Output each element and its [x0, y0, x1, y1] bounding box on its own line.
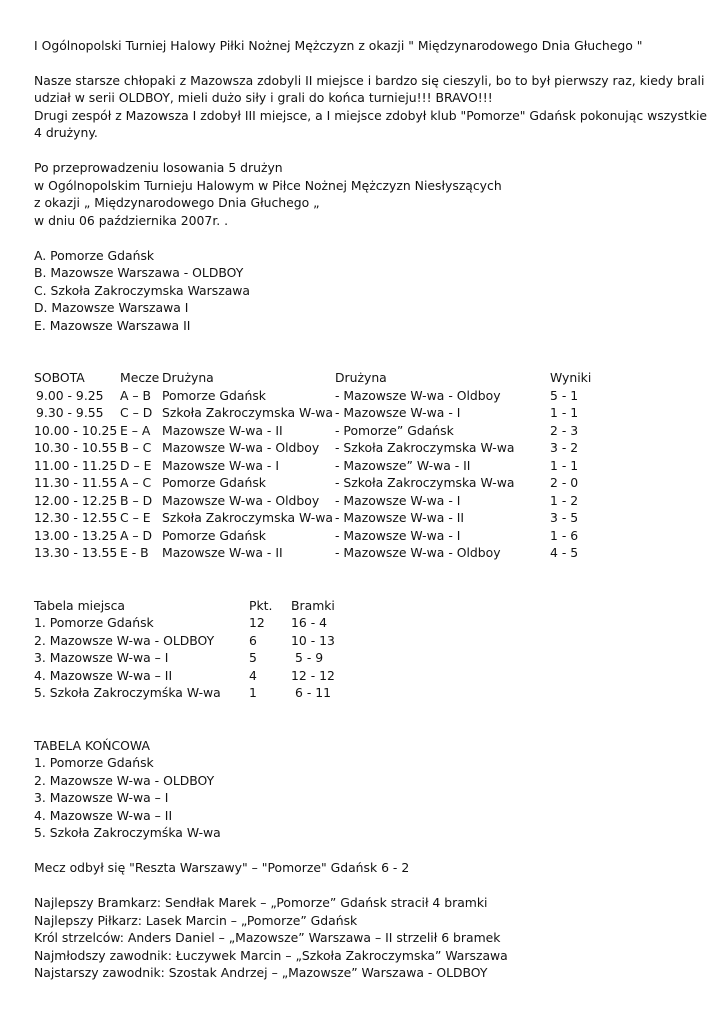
- team-item: A. Pomorze Gdańsk: [34, 247, 155, 263]
- match-team2: - Mazowsze” W-wa - II: [335, 457, 471, 473]
- match-pair: A – C: [120, 475, 152, 490]
- schedule-row: [34, 544, 694, 562]
- standings-header-goals: Bramki: [291, 597, 335, 613]
- standings-team: 4. Mazowsze W-wa – II: [34, 667, 173, 683]
- match-team1: Szkoła Zakroczymska W-wa: [162, 405, 334, 420]
- match-result: 3 - 2: [550, 440, 579, 455]
- team-item: C. Szkoła Zakroczymska Warszawa: [34, 282, 251, 298]
- draw-line: w Ogólnopolskim Turnieju Halowym w Piłce Nożnej Mężczyzn Niesłyszących: [34, 177, 502, 193]
- match-pair: B – D: [120, 492, 153, 508]
- standings-row: [34, 667, 694, 685]
- draw-line: z okazji „ Międzynarodowego Dnia Głuchego „: [34, 195, 320, 210]
- match-team2: - Mazowsze W-wa - Oldboy: [335, 387, 501, 403]
- standings-team: 1. Pomorze Gdańsk: [34, 615, 154, 630]
- schedule-header-matches: Mecze: [120, 370, 160, 385]
- match-team1: Mazowsze W-wa - II: [162, 422, 283, 438]
- standings-row: [34, 649, 694, 667]
- final-item: 2. Mazowsze W-wa - OLDBOY: [34, 772, 215, 788]
- awards-list: [34, 894, 694, 982]
- schedule-header-row: [34, 369, 694, 387]
- match-result: 2 - 3: [550, 422, 579, 438]
- match-time: 10.30 - 10.55: [34, 440, 118, 455]
- standings-points: 5: [249, 650, 257, 665]
- match-team1: Pomorze Gdańsk: [162, 475, 266, 490]
- standings-row: [34, 632, 694, 650]
- team-item: D. Mazowsze Warszawa I: [34, 300, 189, 315]
- draw-line: Po przeprowadzeniu losowania 5 drużyn: [34, 160, 283, 175]
- final-table-heading: TABELA KOŃCOWA: [34, 737, 150, 753]
- match-time: 12.30 - 12.55: [34, 510, 118, 525]
- match-result: 1 - 1: [550, 457, 579, 473]
- match-result: 4 - 5: [550, 545, 579, 560]
- match-pair: D – E: [120, 457, 152, 473]
- schedule-row: [34, 457, 694, 475]
- award-item: Najmłodszy zawodnik: Łuczywek Marcin – „Szkoła Zakroczymska” Warszawa: [34, 947, 508, 963]
- extra-match-line: Mecz odbył się "Reszta Warszawy" – "Pomorze" Gdańsk 6 - 2: [34, 860, 410, 875]
- match-team2: - Mazowsze W-wa - II: [335, 510, 465, 525]
- standings-row: [34, 684, 694, 702]
- match-result: 2 - 0: [550, 475, 579, 490]
- match-result: 3 - 5: [550, 510, 579, 525]
- match-result: 1 - 2: [550, 492, 579, 508]
- final-table: [34, 737, 694, 842]
- standings-row: [34, 614, 694, 632]
- match-team2: - Szkoła Zakroczymska W-wa: [335, 440, 515, 455]
- team-item: E. Mazowsze Warszawa II: [34, 317, 191, 333]
- match-pair: A – B: [120, 387, 152, 403]
- standings-team: 3. Mazowsze W-wa – I: [34, 650, 169, 665]
- match-team2: - Mazowsze W-wa - I: [335, 492, 461, 508]
- match-pair: E - B: [120, 545, 149, 560]
- standings-points: 6: [249, 632, 257, 648]
- intro-line: 4 drużyny.: [34, 125, 98, 140]
- match-result: 5 - 1: [550, 387, 579, 403]
- standings-goals: 5 - 9: [295, 650, 324, 665]
- schedule-row: [34, 527, 694, 545]
- standings-team: 5. Szkoła Zakroczymśka W-wa: [34, 685, 221, 700]
- match-time: 9.30 - 9.55: [36, 405, 104, 420]
- award-item: Najlepszy Bramkarz: Sendłak Marek – „Pomorze” Gdańsk stracił 4 bramki: [34, 895, 488, 910]
- match-team2: - Mazowsze W-wa - Oldboy: [335, 545, 501, 560]
- standings-points: 12: [249, 615, 265, 630]
- schedule-row: [34, 422, 694, 440]
- match-time: 10.00 - 10.25: [34, 422, 118, 438]
- teams-list: [34, 247, 694, 335]
- final-item: 1. Pomorze Gdańsk: [34, 755, 154, 770]
- match-time: 12.00 - 12.25: [34, 492, 118, 508]
- final-item: 5. Szkoła Zakroczymśka W-wa: [34, 825, 221, 840]
- final-item: 3. Mazowsze W-wa – I: [34, 790, 169, 805]
- document-title: I Ogólnopolski Turniej Halowy Piłki Nożnej Mężczyzn z okazji " Międzynarodowego Dnia Głuchego ": [34, 38, 643, 53]
- match-pair: A – D: [120, 527, 153, 543]
- match-pair: E – A: [120, 422, 151, 438]
- standings-goals: 6 - 11: [295, 685, 331, 700]
- match-team1: Mazowsze W-wa - I: [162, 457, 279, 473]
- document-page: [34, 37, 708, 982]
- match-team1: Mazowsze W-wa - II: [162, 545, 283, 560]
- award-item: Najstarszy zawodnik: Szostak Andrzej – „Mazowsze” Warszawa - OLDBOY: [34, 965, 488, 980]
- match-pair: B – C: [120, 440, 152, 455]
- schedule-row: [34, 387, 694, 405]
- intro-line: udział w serii OLDBOY, mieli dużo siły i grali do końca turnieju!!! BRAVO!!!: [34, 90, 493, 105]
- match-time: 13.00 - 13.25: [34, 527, 118, 543]
- standings-header-row: [34, 597, 694, 615]
- schedule-row: [34, 509, 694, 527]
- match-team2: - Szkoła Zakroczymska W-wa: [335, 475, 515, 490]
- schedule-header-results: Wyniki: [550, 370, 592, 385]
- final-item: 4. Mazowsze W-wa – II: [34, 807, 173, 823]
- schedule-header-team1: Drużyna: [162, 370, 214, 385]
- team-item: B. Mazowsze Warszawa - OLDBOY: [34, 265, 244, 280]
- schedule-row: [34, 474, 694, 492]
- match-result: 1 - 1: [550, 405, 579, 420]
- intro-line: Drugi zespół z Mazowsza I zdobył III miejsce, a I miejsce zdobył klub "Pomorze" Gdańsk pokonując wszystkie: [34, 107, 708, 123]
- draw-paragraph: [34, 159, 694, 229]
- match-pair: C – D: [120, 405, 153, 420]
- award-item: Najlepszy Piłkarz: Lasek Marcin – „Pomorze” Gdańsk: [34, 912, 358, 928]
- standings-table: [34, 597, 694, 702]
- standings-header-points: Pkt.: [249, 597, 273, 613]
- match-time: 11.00 - 11.25: [34, 457, 118, 473]
- standings-goals: 10 - 13: [291, 632, 335, 648]
- draw-line: w dniu 06 października 2007r. .: [34, 212, 229, 228]
- standings-goals: 12 - 12: [291, 667, 335, 683]
- match-team2: - Mazowsze W-wa - I: [335, 527, 461, 543]
- standings-points: 1: [249, 685, 257, 700]
- intro-line: Nasze starsze chłopaki z Mazowsza zdobyli II miejsce i bardzo się cieszyli, bo to był pierwszy raz, kiedy brali: [34, 72, 705, 88]
- intro-paragraph: [34, 72, 708, 142]
- match-result: 1 - 6: [550, 527, 579, 543]
- standings-points: 4: [249, 667, 257, 683]
- standings-team: 2. Mazowsze W-wa - OLDBOY: [34, 632, 215, 648]
- match-time: 11.30 - 11.55: [34, 475, 118, 490]
- match-team2: - Pomorze” Gdańsk: [335, 422, 454, 438]
- schedule-row: [34, 439, 694, 457]
- match-team2: - Mazowsze W-wa - I: [335, 405, 461, 420]
- schedule-row: [34, 492, 694, 510]
- schedule-row: [34, 404, 694, 422]
- match-pair: C – E: [120, 510, 151, 525]
- match-team1: Szkoła Zakroczymska W-wa: [162, 510, 334, 525]
- schedule-header-day: SOBOTA: [34, 370, 85, 385]
- award-item: Król strzelców: Anders Daniel – „Mazowsze” Warszawa – II strzelił 6 bramek: [34, 930, 501, 945]
- match-team1: Pomorze Gdańsk: [162, 527, 266, 543]
- standings-goals: 16 - 4: [291, 615, 327, 630]
- schedule-table: [34, 369, 694, 562]
- match-team1: Pomorze Gdańsk: [162, 387, 266, 403]
- match-time: 9.00 - 9.25: [36, 387, 104, 403]
- standings-header-title: Tabela miejsca: [34, 597, 126, 613]
- match-team1: Mazowsze W-wa - Oldboy: [162, 440, 320, 455]
- match-time: 13.30 - 13.55: [34, 545, 118, 560]
- schedule-header-team2: Drużyna: [335, 370, 387, 385]
- match-team1: Mazowsze W-wa - Oldboy: [162, 492, 320, 508]
